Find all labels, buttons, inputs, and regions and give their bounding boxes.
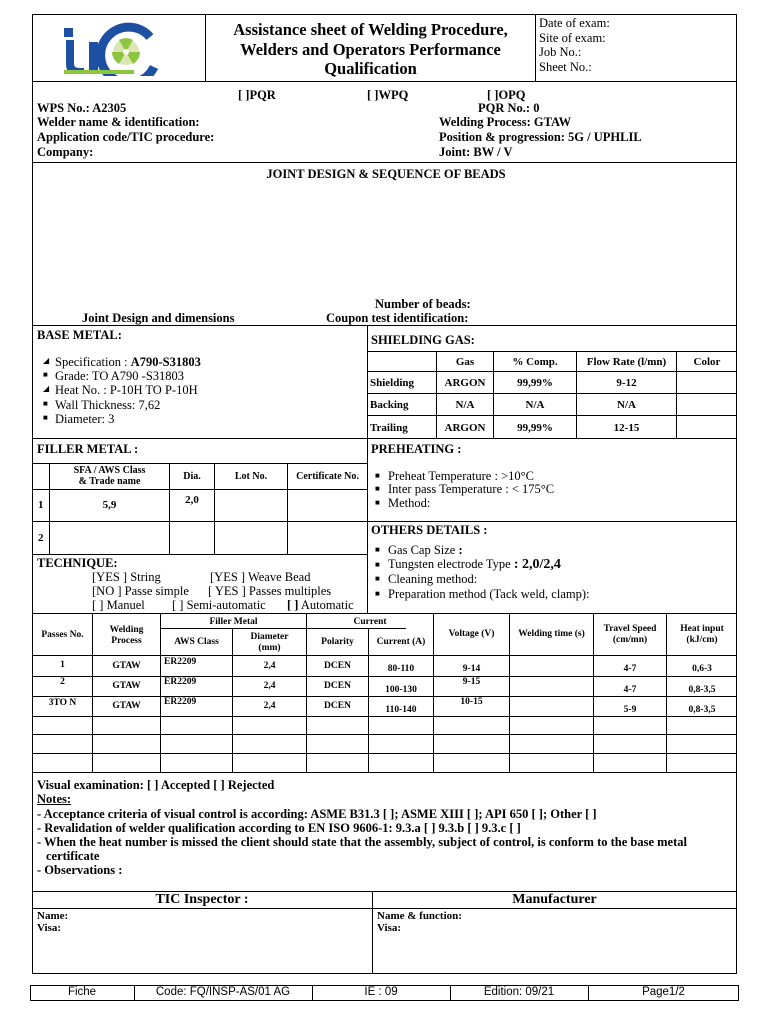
pass-number: 3TO N	[48, 698, 77, 708]
header-line: (kJ/cm)	[686, 634, 718, 645]
pass-number: 1	[60, 660, 65, 670]
heat-input-header	[667, 624, 737, 645]
divider	[32, 734, 737, 735]
pass-aws-class: ER2209	[164, 677, 197, 687]
bullet-square-icon: ■	[43, 413, 48, 422]
pass-diameter: 2,4	[263, 701, 276, 711]
current-header: Current	[353, 617, 387, 627]
sfa-header	[50, 465, 169, 487]
shielding-row-label: Shielding	[370, 377, 415, 389]
notes-heading: Notes:	[37, 792, 72, 806]
divider	[32, 325, 737, 326]
footer-edition: Edition: 09/21	[483, 986, 555, 998]
divider	[160, 628, 406, 629]
pass-polarity: DCEN	[324, 661, 351, 671]
string-option[interactable]: [YES ] String	[92, 570, 161, 584]
pqr-checkbox[interactable]: [ ]PQR	[238, 88, 276, 102]
trailing-row-label: Trailing	[370, 422, 408, 434]
filler-row-number: 1	[38, 499, 44, 511]
diameter-field: Diameter: 3	[55, 412, 115, 426]
pass-current: 100-130	[385, 685, 417, 695]
base-metal-title: BASE METAL:	[37, 328, 122, 342]
note-observations: - Observations :	[37, 863, 123, 877]
manufacturer-visa-label: Visa:	[377, 922, 402, 934]
filler-row-number: 2	[38, 532, 44, 544]
bullet-square-icon: ■	[375, 498, 380, 507]
position-progression: Position & progression: 5G / UPHLIL	[439, 130, 642, 144]
company-label: Company:	[37, 145, 94, 159]
bullet-square-icon: ■	[375, 484, 380, 493]
diameter-header	[233, 632, 306, 653]
grade-field: Grade: TO A790 -S31803	[55, 369, 185, 383]
divider	[368, 628, 369, 772]
certificate-no-header: Certificate No.	[296, 471, 359, 482]
date-of-exam-label: Date of exam:	[539, 16, 610, 30]
specification-value: A790-S31803	[130, 355, 201, 369]
passes-multiples-option[interactable]: [ YES ] Passes multiples	[208, 584, 332, 598]
divider	[32, 655, 737, 656]
pass-voltage: 9-15	[462, 677, 481, 687]
joint-design-title: JOINT DESIGN & SEQUENCE OF BEADS	[266, 167, 506, 181]
bullet-square-icon: ■	[375, 574, 380, 583]
title-line: Welders and Operators Performance	[240, 39, 501, 59]
divider	[367, 415, 737, 416]
divider	[32, 908, 737, 909]
coupon-test-label: Coupon test identification:	[326, 311, 469, 325]
divider	[535, 14, 536, 81]
pass-travel-speed: 4-7	[623, 685, 637, 695]
welding-process: Welding Process: GTAW	[439, 115, 572, 129]
joint-dimensions-label: Joint Design and dimensions	[82, 311, 235, 325]
pass-diameter: 2,4	[263, 681, 276, 691]
others-details-title: OTHERS DETAILS :	[371, 523, 488, 537]
weave-bead-option[interactable]: [YES ] Weave Bead	[210, 570, 311, 584]
header-line: (mm)	[258, 642, 281, 653]
pqr-no: PQR No.: 0	[478, 101, 540, 115]
bullet-square-icon: ■	[43, 399, 48, 408]
divider	[32, 753, 737, 754]
aws-class-header: AWS Class	[174, 637, 219, 647]
sfa-header-line: & Trade name	[78, 476, 141, 487]
backing-flow: N/A	[617, 399, 636, 411]
divider	[32, 772, 737, 773]
comp-header: % Comp.	[512, 356, 558, 368]
interpass-temperature: Inter pass Temperature : < 175°C	[388, 482, 555, 496]
cleaning-method: Cleaning method:	[388, 572, 478, 586]
tic-inspector-label: TIC Inspector :	[155, 892, 249, 907]
tungsten-electrode	[388, 557, 561, 572]
header-line: Process	[111, 635, 142, 646]
site-of-exam-label: Site of exam:	[539, 30, 606, 45]
travel-speed-header	[594, 624, 666, 645]
pass-aws-class: ER2209	[164, 657, 197, 667]
manufacturer-label: Manufacturer	[512, 892, 597, 907]
divider	[32, 162, 737, 163]
pass-process: GTAW	[112, 661, 141, 671]
shielding-gas: ARGON	[444, 377, 486, 389]
pass-voltage: 9-14	[462, 664, 481, 674]
header-line: Heat input	[680, 624, 724, 634]
title-line: Assistance sheet of Welding Procedure,	[233, 20, 508, 39]
bullet-square-icon: ■	[375, 560, 380, 569]
pass-aws-class: ER2209	[164, 697, 197, 707]
wps-no: WPS No.: A2305	[37, 101, 127, 115]
inspector-visa-label: Visa:	[37, 922, 62, 934]
dia-header: Dia.	[183, 471, 201, 482]
number-of-beads-label: Number of beads:	[375, 297, 471, 311]
welding-process-header	[93, 625, 160, 646]
technique-title: TECHNIQUE:	[37, 556, 118, 570]
divider	[32, 613, 737, 614]
divider	[32, 891, 737, 892]
preheat-method: Method:	[388, 496, 431, 510]
inspector-name-label: Name:	[37, 910, 69, 922]
divider	[32, 554, 367, 555]
manual-option[interactable]: [ ] Manuel	[92, 598, 145, 612]
filler-dia-value: 2,0	[185, 494, 199, 506]
gas-cap-size	[388, 543, 463, 557]
pass-heat-input: 0,8-3,5	[688, 705, 716, 715]
pass-process: GTAW	[112, 681, 141, 691]
application-code-label: Application code/TIC procedure:	[37, 130, 215, 144]
title-line: Qualification	[324, 59, 417, 78]
tic-logo-icon	[62, 20, 174, 76]
filler-metal-header: Filler Metal	[209, 617, 258, 627]
trailing-comp: 99,99%	[517, 422, 553, 434]
pass-number: 2	[60, 677, 65, 687]
polarity-header: Polarity	[321, 637, 354, 647]
divider	[367, 325, 368, 613]
passes-no-header: Passes No.	[41, 630, 84, 640]
passe-simple-option[interactable]: [NO ] Passe simple	[92, 584, 189, 598]
opq-checkbox[interactable]: [ ]OPQ	[487, 88, 526, 102]
preheat-temperature: Preheat Temperature : >10°C	[388, 469, 534, 483]
flow-rate-header: Flow Rate (l/mn)	[586, 356, 667, 368]
note-heat-number: - When the heat number is missed the client should state that the assembly, subject of control, is conform to the base metal	[37, 835, 687, 849]
filler-sfa-value: 5,9	[102, 499, 117, 511]
header-line: Welding	[109, 625, 144, 635]
specification-field	[55, 355, 201, 369]
joint-type: Joint: BW / V	[439, 145, 513, 159]
divider	[367, 371, 737, 372]
divider	[367, 393, 737, 394]
backing-row-label: Backing	[370, 399, 409, 411]
divider	[32, 81, 737, 82]
tungsten-label: Tungsten electrode Type	[388, 557, 514, 571]
trailing-flow: 12-15	[613, 422, 640, 434]
footer-code: Code: FQ/INSP-AS/01 AG	[155, 986, 291, 998]
pass-process: GTAW	[112, 701, 141, 711]
bullet-square-icon: ■	[375, 471, 380, 480]
welder-name-label: Welder name & identification:	[37, 115, 200, 129]
tungsten-value: : 2,0/2,4	[513, 557, 561, 572]
shielding-flow: 9-12	[616, 377, 637, 389]
bullet-arrow-icon: ◢	[43, 384, 50, 393]
shielding-comp: 99,99%	[517, 377, 553, 389]
pass-current: 110-140	[385, 705, 417, 715]
document-title	[206, 20, 535, 79]
backing-comp: N/A	[525, 399, 545, 411]
divider	[367, 521, 737, 522]
color-header: Color	[693, 356, 721, 368]
backing-gas: N/A	[455, 399, 475, 411]
pass-travel-speed: 5-9	[623, 705, 637, 715]
gas-cap-colon: :	[458, 543, 463, 557]
bullet-square-icon: ■	[375, 545, 380, 554]
divider	[32, 716, 737, 717]
filler-metal-title: FILLER METAL :	[37, 442, 139, 456]
wall-thickness-field: Wall Thickness: 7,62	[55, 398, 161, 412]
company-logo	[62, 20, 174, 76]
sfa-header-line: SFA / AWS Class	[73, 465, 146, 476]
footer-page: Page1/2	[642, 986, 685, 998]
divider	[367, 351, 737, 352]
welding-time-header: Welding time (s)	[518, 629, 585, 639]
automatic-label: Automatic	[298, 598, 354, 612]
pass-polarity: DCEN	[324, 701, 351, 711]
divider	[32, 696, 737, 697]
header-line: Diameter	[250, 632, 289, 642]
pass-voltage: 10-15	[460, 697, 483, 707]
pass-travel-speed: 4-7	[623, 664, 637, 674]
divider	[32, 438, 737, 439]
trailing-gas: ARGON	[444, 422, 486, 434]
note-revalidation: - Revalidation of welder qualification according to EN ISO 9606-1: 9.3.a [ ] 9.3.b [ ] 9.3.c [ ]	[37, 821, 521, 835]
note-acceptance-criteria: - Acceptance criteria of visual control is according: ASME B31.3 [ ]; ASME XIII [ ]; API 650 [ ]; Other [ ]	[37, 807, 597, 821]
wpq-checkbox[interactable]: [ ]WPQ	[367, 88, 409, 102]
preparation-method: Preparation method (Tack weld, clamp):	[388, 587, 590, 601]
specification-label: Specification :	[55, 355, 131, 369]
bullet-square-icon: ■	[375, 589, 380, 598]
visual-examination: Visual examination: [ ] Accepted [ ] Rejected	[37, 778, 275, 792]
sheet-no-label: Sheet No.:	[539, 59, 592, 74]
exam-fields	[539, 16, 610, 74]
pass-current: 80-110	[387, 664, 415, 674]
divider	[32, 521, 367, 522]
bullet-arrow-icon: ◢	[43, 356, 50, 365]
preheating-title: PREHEATING :	[371, 442, 462, 456]
footer-fiche: Fiche	[67, 986, 97, 998]
divider	[32, 676, 737, 677]
current-a-header: Current (A)	[376, 637, 426, 647]
bullet-square-icon: ■	[43, 370, 48, 379]
header-line: Travel Speed	[603, 624, 657, 634]
job-no-label: Job No.:	[539, 45, 582, 59]
heat-no-field: Heat No. : P-10H TO P-10H	[55, 383, 198, 397]
pass-diameter: 2,4	[263, 661, 276, 671]
divider	[32, 489, 367, 490]
gas-header: Gas	[455, 356, 475, 368]
shielding-gas-title: SHIELDING GAS:	[371, 333, 475, 347]
pass-polarity: DCEN	[324, 681, 351, 691]
automatic-checkbox: [ ]	[287, 598, 299, 612]
pass-heat-input: 0,6-3	[692, 664, 712, 674]
divider	[32, 463, 367, 464]
manufacturer-name-label: Name & function:	[377, 910, 462, 922]
footer-ie: IE : 09	[364, 986, 398, 998]
voltage-header: Voltage (V)	[448, 629, 495, 639]
gas-cap-label: Gas Cap Size	[388, 543, 459, 557]
semi-automatic-option[interactable]: [ ] Semi-automatic	[172, 598, 266, 612]
header-line: (cm/mn)	[612, 634, 648, 645]
automatic-option[interactable]	[287, 598, 354, 612]
lot-no-header: Lot No.	[234, 471, 268, 482]
note-heat-number-cont: certificate	[46, 849, 100, 863]
pass-heat-input: 0,8-3,5	[688, 685, 716, 695]
